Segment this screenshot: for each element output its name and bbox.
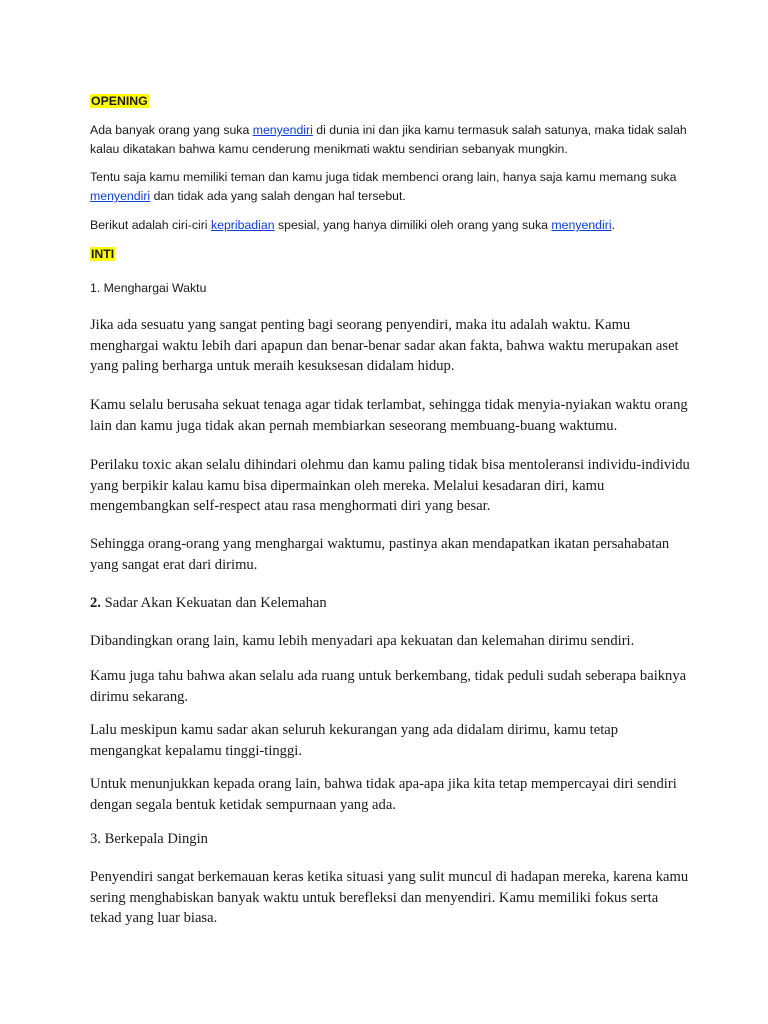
inti-heading [90, 245, 115, 264]
intro-paragraph-1: Ada banyak orang yang suka menyendiri di dunia ini dan jika kamu termasuk salah satunya, maka tidak salah kalau dikatakan bahwa kamu cenderung menikmati waktu sendirian sebanyak mungkin. [90, 123, 687, 156]
link-kepribadian[interactable]: kepribadian [210, 218, 275, 232]
inti-highlight: INTI [91, 247, 115, 261]
link-menyendiri[interactable]: menyendiri [252, 123, 313, 137]
link-menyendiri[interactable]: menyendiri [90, 189, 151, 203]
point-2-heading: 2. Sadar Akan Kekuatan dan Kelemahan [90, 595, 327, 611]
opening-highlight: OPENING [91, 94, 148, 108]
intro-paragraph-3: Berikut adalah ciri-ciri kepribadian spesial, yang hanya dimiliki oleh orang yang suka menyendiri. [90, 218, 615, 232]
point-1-paragraph-3: Perilaku toxic akan selalu dihindari olehmu dan kamu paling tidak bisa mentoleransi individu-individu yang berpikir kalau kamu bisa dipermainkan oleh mereka. Melalui kesadaran diri, kamu mengembangkan self-respect atau rasa menghormati diri yang besar. [90, 457, 690, 514]
point-2-paragraph-1: Dibandingkan orang lain, kamu lebih menyadari apa kekuatan dan kelemahan dirimu sendiri. [90, 633, 635, 649]
point-2-paragraph-2: Kamu juga tahu bahwa akan selalu ada ruang untuk berkembang, tidak peduli sudah seberapa baiknya dirimu sekarang. [90, 668, 687, 705]
point-1-paragraph-1: Jika ada sesuatu yang sangat penting bagi seorang penyendiri, maka itu adalah waktu. Kamu menghargai waktu lebih dari apapun dan benar-benar sadar akan fakta, bahwa waktu merupakan aset yang paling berharga untuk meraih kesuksesan didalam hidup. [90, 317, 679, 374]
intro-paragraph-2: Tentu saja kamu memiliki teman dan kamu juga tidak membenci orang lain, hanya saja kamu memang suka menyendiri dan tidak ada yang salah dengan hal tersebut. [90, 170, 677, 203]
point-1-heading: 1. Menghargai Waktu [90, 281, 207, 295]
point-2-paragraph-3: Lalu meskipun kamu sadar akan seluruh kekurangan yang ada didalam dirimu, kamu tetap mengangkat kepalamu tinggi-tinggi. [90, 722, 619, 759]
link-menyendiri[interactable]: menyendiri [551, 218, 612, 232]
point-3-heading: 3. Berkepala Dingin [90, 831, 208, 847]
point-2-paragraph-4: Untuk menunjukkan kepada orang lain, bahwa tidak apa-apa jika kita tetap mempercayai diri sendiri dengan segala bentuk ketidak sempurnaan yang ada. [90, 776, 677, 813]
opening-heading [90, 92, 149, 111]
point-1-paragraph-4: Sehingga orang-orang yang menghargai waktumu, pastinya akan mendapatkan ikatan persahabatan yang sangat erat dari dirimu. [90, 536, 670, 573]
point-1-paragraph-2: Kamu selalu berusaha sekuat tenaga agar tidak terlambat, sehingga tidak menyia-nyiakan waktu orang lain dan kamu juga tidak akan pernah membiarkan seseorang membuang-buang waktumu. [90, 397, 688, 434]
point-3-paragraph-1: Penyendiri sangat berkemauan keras ketika situasi yang sulit muncul di hadapan mereka, karena kamu sering menghabiskan banyak waktu untuk berefleksi dan menyendiri. Kamu memiliki fokus serta tekad yang luar biasa. [90, 869, 689, 926]
